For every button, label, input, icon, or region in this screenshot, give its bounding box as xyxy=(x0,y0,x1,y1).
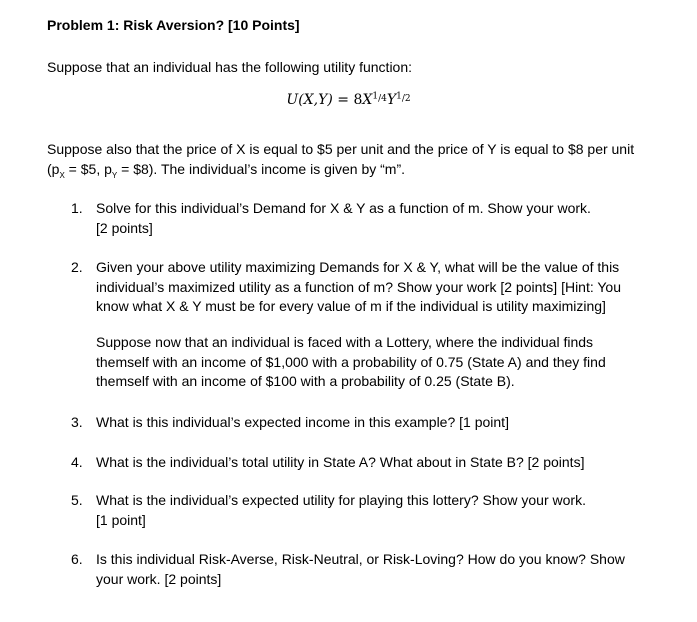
question-text: What is the individual’s expected utility for playing this lottery? Show your work. [1 point] xyxy=(96,492,586,528)
equation-exp-y-num: 1 xyxy=(396,91,402,102)
question-text: Given your above utility maximizing Demands for X & Y, what will be the value of this individual’s maximized utility as a function of m? Show your work [2 points] [Hint: You know what X & Y must be for every value of m if the individual is utility maximizing] xyxy=(96,259,621,314)
prices-line-1: Suppose also that the price of X is equal to $5 per unit and the price of Y is equal to $8 per unit xyxy=(47,141,635,157)
equation-exp-x-num: 1 xyxy=(372,91,379,102)
equation-coefficient: 8 xyxy=(353,92,363,108)
question-number: 6. xyxy=(71,551,83,567)
question-number: 3. xyxy=(71,414,83,430)
equation-var-y: Y xyxy=(386,92,397,108)
question-text: Is this individual Risk-Averse, Risk-Neutral, or Risk-Loving? How do you know? Show your work. [2 points] xyxy=(96,551,625,587)
intro-text: Suppose that an individual has the following utility function: xyxy=(47,59,413,75)
equation-equals: = xyxy=(337,92,349,108)
px-subscript: X xyxy=(59,170,65,180)
equation-exp-x-den: /4 xyxy=(378,94,387,104)
question-text: What is this individual’s expected income in this example? [1 point] xyxy=(96,414,509,430)
question-text: Solve for this individual’s Demand for X & Y as a function of m. Show your work. [2 points] xyxy=(96,200,591,236)
prices-line-2: ($p_X$ = $5, $p_Y$ = $8). The individual’s income is given by “m”. xyxy=(47,160,406,180)
prices-paragraph xyxy=(47,140,634,179)
equation-lhs: U(X,Y) xyxy=(286,92,333,108)
question-number: 5. xyxy=(71,492,83,508)
equation-var-x: X xyxy=(362,92,373,108)
equation-exp-y-den: /2 xyxy=(401,94,411,104)
question-text: What is the individual’s total utility in State A? What about in State B? [2 points] xyxy=(96,454,585,470)
py-subscript: Y xyxy=(111,170,118,180)
utility-equation xyxy=(0,92,697,108)
lottery-paragraph: Suppose now that an individual is faced with a Lottery, where the individual finds themself with an income of $1,000 with a probability of 0.75 (State A) and they find themself with an income of $100 with a probability of 0.25 (State B). xyxy=(96,334,606,389)
question-number: 2. xyxy=(71,259,83,275)
problem-title: Problem 1: Risk Aversion? [10 Points] xyxy=(47,17,300,33)
question-number: 1. xyxy=(71,200,83,216)
question-number: 4. xyxy=(71,454,83,470)
